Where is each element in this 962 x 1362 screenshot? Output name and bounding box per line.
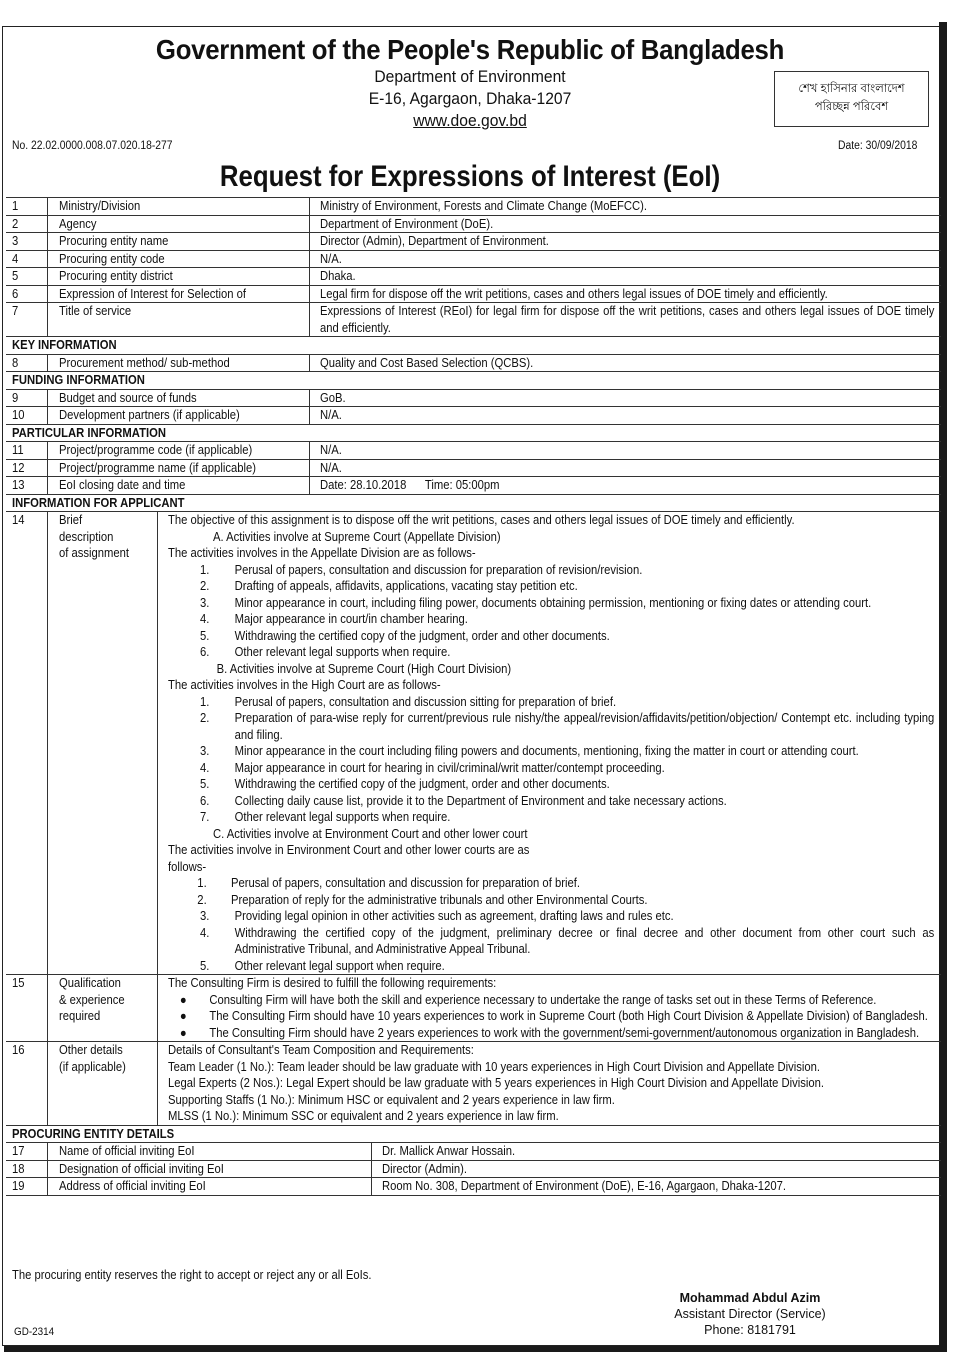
list-item: 4. Withdrawing the certified copy of the judgment, preliminary decree or final decree and other document from other court such as Administrative Tribunal, and Administrative Appeal Tribunal.	[200, 925, 935, 956]
list-item: 1. Perusal of papers, consultation and discussion for preparation of revision/revision.	[200, 562, 643, 577]
row-value: GoB.	[320, 390, 346, 405]
list-item: ● The Consulting Firm should have 2 years experiences to work with the government/semi-government/autonomous organization in Bangladesh.	[168, 1025, 934, 1042]
row-number: 6	[12, 286, 19, 301]
bullet-icon: ●	[179, 1025, 187, 1040]
section-c-title: C. Activities involve at Environment Court and other lower court	[213, 826, 528, 841]
row-value: Expressions of Interest (REoI) for legal firm for dispose off the writ petitions, cases and others legal issues of DOE timely and efficiently.	[320, 304, 935, 335]
list-item: 1. Perusal of papers, consultation and discussion for preparation of brief.	[197, 876, 580, 890]
table-row-assignment	[6, 511, 941, 974]
table-row	[6, 197, 941, 215]
row-label: Project/programme name (if applicable)	[59, 460, 256, 475]
signatory-title: Assistant Director (Service)	[674, 1307, 826, 1321]
row-label: Budget and source of funds	[59, 390, 197, 405]
row-label-line: Qualification	[59, 976, 121, 990]
table-row	[6, 1177, 941, 1196]
row-value: Department of Environment (DoE).	[320, 216, 494, 231]
section-heading: KEY INFORMATION	[12, 338, 117, 352]
row-label: Name of official inviting EoI	[59, 1144, 195, 1158]
row-number: 14	[12, 513, 25, 527]
slogan-line-1: শেখ হাসিনার বাংলাদেশ	[798, 83, 905, 95]
memo-date: Date: 30/09/2018	[838, 140, 918, 152]
row-number: 11	[12, 443, 24, 457]
row-label: Ministry/Division	[59, 199, 141, 213]
section-heading-row	[6, 1125, 941, 1143]
row-label: Procuring entity code	[59, 251, 165, 266]
row-number: 13	[12, 478, 25, 492]
row-number: 8	[12, 355, 19, 370]
row-label: Procurement method/ sub-method	[59, 355, 230, 370]
row-number: 10	[12, 408, 25, 422]
section-heading-row	[6, 336, 941, 354]
row-number: 9	[12, 390, 19, 405]
row-value: Director (Admin).	[382, 1161, 468, 1176]
row-label: EoI closing date and time	[59, 478, 186, 492]
row-number: 12	[12, 460, 25, 475]
department-address: E-16, Agargaon, Dhaka-1207	[368, 89, 572, 108]
signature-block	[650, 1290, 850, 1338]
table-row	[6, 215, 941, 233]
table-row	[6, 354, 941, 372]
section-heading: INFORMATION FOR APPLICANT	[12, 495, 185, 510]
government-name: Government of the People's Republic of Bangladesh	[155, 34, 785, 65]
row-number: 7	[12, 304, 19, 318]
bullet-icon: ●	[179, 1009, 187, 1023]
top-margin	[0, 0, 947, 24]
row-number: 15	[12, 976, 25, 990]
section-heading: PROCURING ENTITY DETAILS	[12, 1126, 175, 1141]
list-item: 2. Preparation of reply for the administrative tribunals and other Environmental Courts.	[197, 892, 648, 907]
table-row	[6, 476, 941, 494]
table-row	[6, 1160, 941, 1178]
list-item: 5. Withdrawing the certified copy of the judgment, order and other documents.	[200, 777, 610, 791]
section-a-intro: The activities involves in the Appellate Division are as follows-	[168, 546, 476, 560]
list-item: 6. Collecting daily cause list, provide it to the Department of Environment and take necessary actions.	[200, 793, 727, 808]
closing-date-value: Date: 28.10.2018 Time: 05:00pm	[320, 478, 500, 492]
slogan-box	[774, 71, 929, 127]
section-b-title: B. Activities involve at Supreme Court (High Court Division)	[216, 661, 512, 676]
assignment-objective: The objective of this assignment is to dispose off the writ petitions, cases and others legal issues of DOE timely and efficiently.	[168, 513, 795, 527]
memo-number: No. 22.02.0000.008.07.020.18-277	[12, 140, 173, 152]
section-a-title: A. Activities involve at Supreme Court (Appellate Division)	[213, 529, 501, 544]
row-label-line: description	[59, 529, 114, 544]
row-value: Ministry of Environment, Forests and Climate Change (MoEFCC).	[320, 199, 647, 213]
list-item: 1. Perusal of papers, consultation and discussion sitting for preparation of brief.	[200, 694, 617, 709]
table-row-qualification	[6, 974, 941, 1041]
bullet-icon: ●	[179, 992, 187, 1007]
website-link[interactable]: www.doe.gov.bd	[413, 111, 527, 130]
eoi-table	[6, 197, 941, 1196]
table-row	[6, 232, 941, 250]
list-item: 2. Drafting of appeals, affidavits, applications, vacating stay petition etc.	[200, 579, 578, 593]
row-label: Address of official inviting EoI	[59, 1179, 206, 1193]
list-item: 4. Major appearance in court/in chamber hearing.	[200, 612, 468, 626]
table-row	[6, 459, 941, 477]
section-c-intro: The activities involve in Environment Court and other lower courts are as	[168, 843, 530, 857]
list-item: 6. Other relevant legal supports when require.	[200, 645, 451, 659]
details-line: Legal Experts (2 Nos.): Legal Expert should be law graduate with 5 years experiences in High Court Division and Appellate Division.	[168, 1076, 824, 1090]
section-c-intro-cont: follows-	[168, 859, 207, 874]
row-number: 3	[12, 234, 19, 248]
section-heading: PARTICULAR INFORMATION	[12, 425, 166, 440]
list-item: 3. Minor appearance in court, including filing power, documents obtaining permission, mentioning or fixing dates or attending court.	[200, 595, 872, 610]
row-label: Expression of Interest for Selection of	[59, 286, 246, 301]
list-item: 5. Withdrawing the certified copy of the judgment, order and other documents.	[200, 628, 610, 643]
row-number: 18	[12, 1161, 25, 1176]
row-label: Procuring entity district	[59, 269, 173, 283]
qualification-intro: The Consulting Firm is desired to fulfill the following requirements:	[168, 976, 497, 990]
row-number: 17	[12, 1144, 25, 1158]
row-label-line: Other details	[59, 1043, 123, 1057]
row-label: Project/programme code (if applicable)	[59, 443, 253, 457]
details-line: Team Leader (1 No.): Team leader should be law graduate with 10 years experiences in High Court Division and Appellate Division.	[168, 1059, 821, 1074]
table-row	[6, 302, 941, 336]
list-item: ● Consulting Firm will have both the skill and experience necessary to undertake the range of tasks set out in these Terms of Reference.	[168, 992, 934, 1009]
department-name: Department of Environment	[374, 67, 566, 86]
details-line: MLSS (1 No.): Minimum SSC or equivalent and 2 years experience in law firm.	[168, 1109, 559, 1123]
row-value: Quality and Cost Based Selection (QCBS).	[320, 355, 534, 370]
row-value: Director (Admin), Department of Environment.	[320, 234, 549, 248]
table-row	[6, 250, 941, 268]
list-item: 4. Major appearance in court for hearing in civil/criminal/writ matter/contempt proceeding.	[200, 760, 665, 775]
signatory-phone: Phone: 8181791	[704, 1323, 796, 1337]
details-line: Supporting Staffs (1 No.): Minimum HSC or equivalent and 2 years experience in law firm.	[168, 1092, 615, 1107]
list-item: 3. Providing legal opinion in other activities such as agreement, drafting laws and rules etc.	[200, 909, 674, 923]
row-value: Dhaka.	[320, 269, 356, 283]
details-line: Details of Consultant's Team Composition and Requirements:	[168, 1043, 474, 1057]
row-value: Room No. 308, Department of Environment (DoE), E-16, Agargaon, Dhaka-1207.	[382, 1179, 786, 1193]
row-number: 5	[12, 269, 19, 283]
list-item: 7. Other relevant legal supports when require.	[200, 810, 451, 824]
gd-code: GD-2314	[14, 1326, 55, 1338]
row-label: Development partners (if applicable)	[59, 408, 240, 422]
rights-note: The procuring entity reserves the right to accept or reject any or all EoIs.	[12, 1268, 372, 1282]
table-row	[6, 285, 941, 303]
bottom-edge-shadow	[4, 1346, 947, 1352]
row-number: 16	[12, 1043, 25, 1057]
table-row	[6, 406, 941, 424]
table-row	[6, 1142, 941, 1160]
row-value: Dr. Mallick Anwar Hossain.	[382, 1144, 516, 1158]
section-heading-row	[6, 424, 941, 442]
list-item: ● The Consulting Firm should have 10 years experiences to work in Supreme Court (both High Court Division & Appellate Division) of Bangladesh.	[168, 1008, 934, 1025]
row-value: N/A.	[320, 443, 342, 457]
row-label: Title of service	[59, 304, 132, 318]
row-label: Designation of official inviting EoI	[59, 1161, 224, 1176]
table-row-other-details	[6, 1041, 941, 1125]
row-label: Agency	[59, 216, 97, 231]
section-heading-row	[6, 371, 941, 389]
row-number: 1	[12, 199, 19, 213]
row-label: Procuring entity name	[59, 234, 169, 248]
row-label-line: (if applicable)	[59, 1059, 126, 1074]
signatory-name: Mohammad Abdul Azim	[679, 1291, 821, 1305]
row-label-line: required	[59, 1009, 101, 1023]
row-number: 2	[12, 216, 19, 231]
row-value: Legal firm for dispose off the writ petitions, cases and others legal issues of DOE timely and efficiently.	[320, 286, 828, 301]
list-item: 3. Minor appearance in the court including filing powers and documents, mentioning, fixing the matter in court or attending court.	[200, 744, 859, 758]
row-label-line: & experience	[59, 992, 125, 1007]
row-value: N/A.	[320, 460, 342, 475]
row-number: 19	[12, 1179, 25, 1193]
section-b-intro: The activities involves in the High Court are as follows-	[168, 678, 441, 692]
list-item: 5. Other relevant legal support when require.	[200, 958, 445, 973]
section-heading: FUNDING INFORMATION	[12, 373, 145, 387]
table-row	[6, 441, 941, 459]
document-title: Request for Expressions of Interest (EoI)	[219, 160, 721, 193]
table-row	[6, 389, 941, 407]
table-row	[6, 267, 941, 285]
row-label-line: Brief	[59, 513, 83, 527]
row-label-line: of assignment	[59, 546, 130, 560]
slogan-line-2: পরিচ্ছন্ন পরিবেশ	[814, 101, 889, 113]
row-number: 4	[12, 251, 19, 266]
section-heading-row	[6, 494, 941, 512]
row-value: N/A.	[320, 251, 342, 266]
row-value: N/A.	[320, 408, 342, 422]
list-item: 2. Preparation of para-wise reply for current/previous rule nishy/the appeal/revision/affidavits/petition/objection/ Contempt etc. including typing and filing.	[200, 711, 935, 742]
